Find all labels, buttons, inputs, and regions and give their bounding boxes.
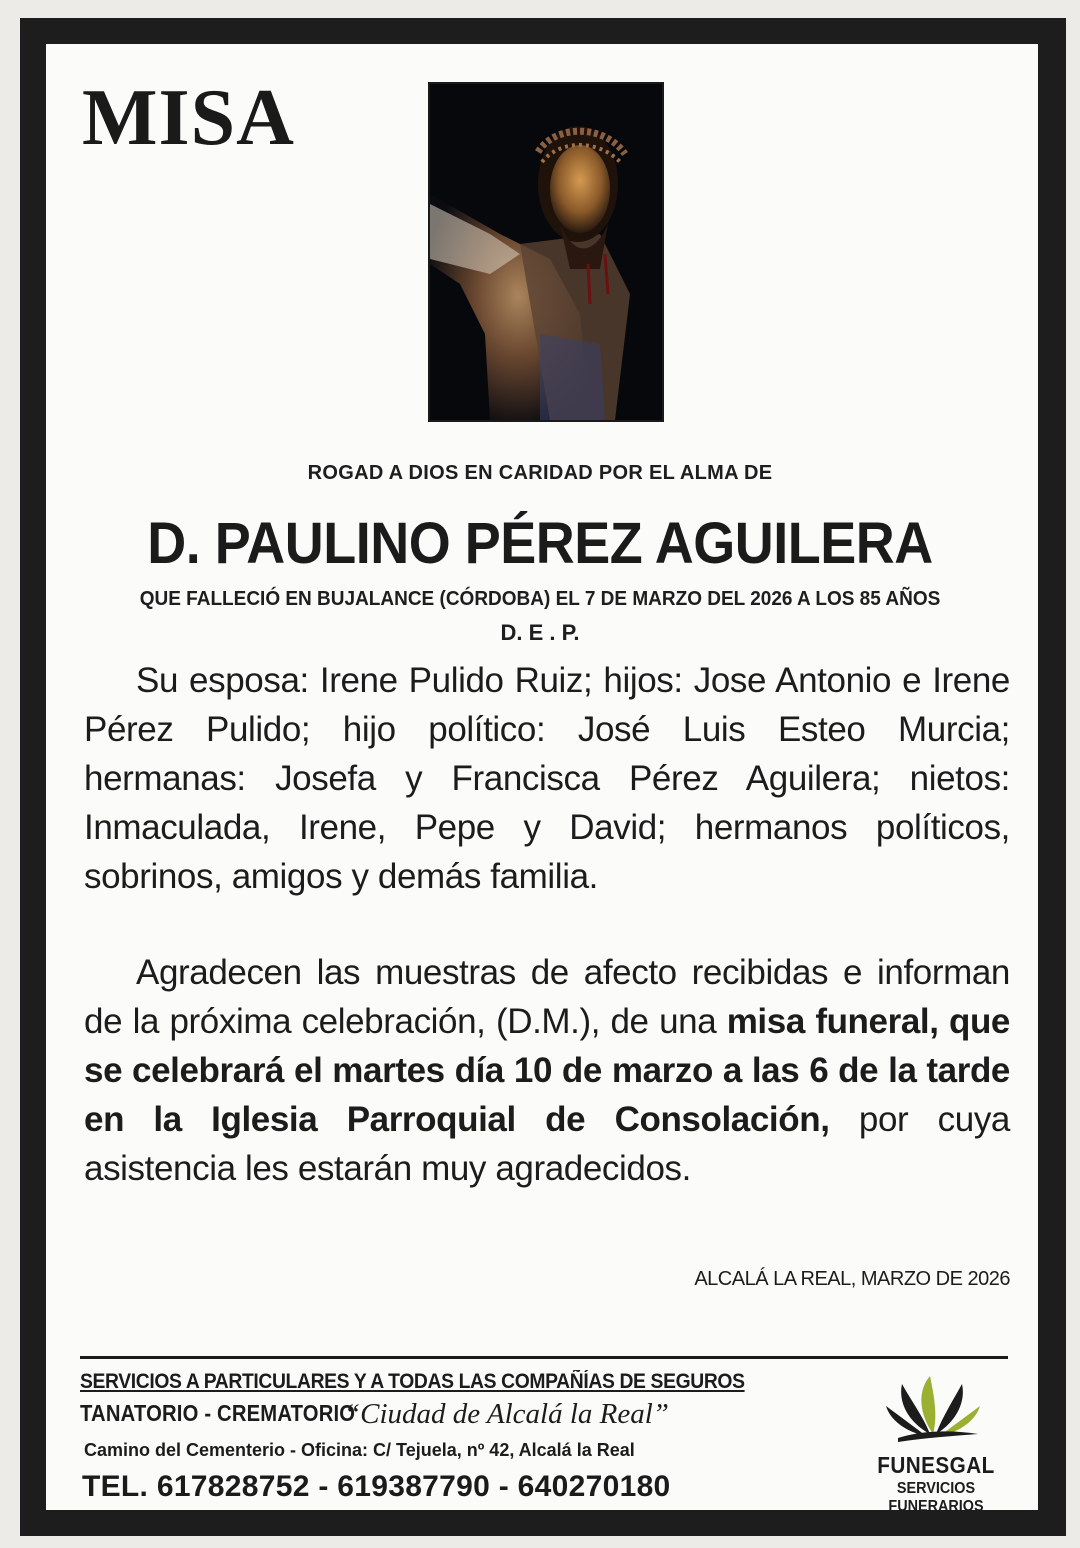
tanatorio-name: “Ciudad de Alcalá la Real” (344, 1398, 669, 1430)
services-line: SERVICIOS A PARTICULARES Y A TODAS LAS COMPAÑÍAS DE SEGUROS (80, 1370, 745, 1393)
tanatorio-label: TANATORIO - CREMATORIO (80, 1400, 356, 1426)
footer-divider (80, 1356, 1008, 1359)
rest-in-peace: D. E . P. (500, 620, 580, 645)
phone-numbers: TEL. 617828752 - 619387790 - 640270180 (82, 1470, 671, 1503)
family-paragraph: Su esposa: Irene Pulido Ruiz; hijos: Jose Antonio e Irene Pérez Pulido; hijo político: José Luis Esteo Murcia; hermanas: Josefa y Francisca Pérez Aguilera; nietos: Inmaculada, Irene, Pepe y David; hermanos políticos, sobrinos, amigos y demás familia. (84, 661, 1010, 896)
announcement-closing: por cuya asistencia les estarán muy agradecidos. (84, 1100, 1010, 1188)
death-details: QUE FALLECIÓ EN BUJALANCE (CÓRDOBA) EL 7 DE MARZO DEL 2026 A LOS 85 AÑOS (139, 588, 941, 610)
page-title: MISA (82, 74, 295, 162)
prayer-request: ROGAD A DIOS EN CARIDAD POR EL ALMA DE (307, 462, 773, 484)
mass-details: misa funeral, que se celebrará el martes día 10 de marzo a las 6 de la tarde en la Iglesia Parroquial de Consolación, (84, 1002, 1010, 1139)
funesgal-logo-text: FUNESGAL (877, 1452, 995, 1478)
funesgal-subtitle: SERVICIOS FUNERARIOS (888, 1480, 984, 1515)
mass-announcement-paragraph (84, 948, 1010, 1193)
deceased-name: D. PAULINO PÉREZ AGUILERA (147, 511, 933, 576)
announcement-intro: Agradecen las muestras de afecto recibidas e informan de la próxima celebración, (D.M.), de una (84, 953, 1010, 1041)
crucified-christ-image (428, 82, 664, 422)
leaf-fan-icon (878, 1372, 988, 1444)
place-date: ALCALÁ LA REAL, MARZO DE 2026 (694, 1268, 1010, 1290)
office-address: Camino del Cementerio - Oficina: C/ Tejuela, nº 42, Alcalá la Real (84, 1440, 635, 1460)
